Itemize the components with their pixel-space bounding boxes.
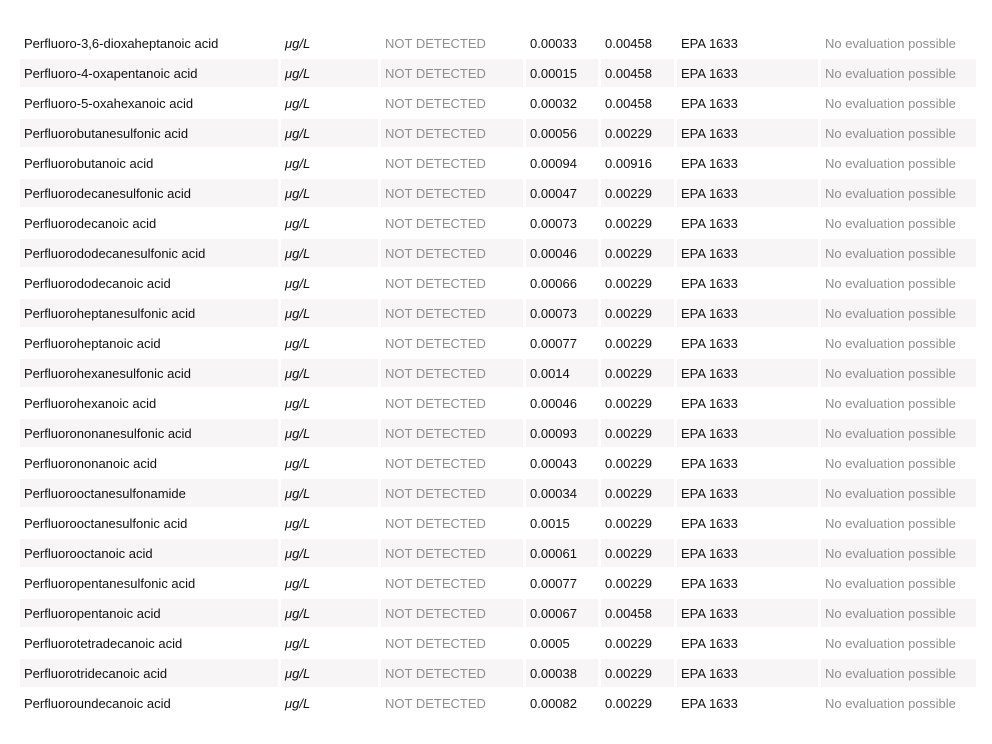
- detection-limit-cell: 0.00034: [526, 479, 598, 507]
- detection-limit-cell: 0.00066: [530, 275, 577, 291]
- detection-limit-cell: 0.00073: [530, 215, 577, 231]
- method-cell: EPA 1633: [681, 335, 738, 351]
- unit-cell: μg/L: [285, 455, 311, 471]
- detection-limit-cell: 0.00056: [526, 119, 598, 147]
- reporting-limit-cell: 0.00229: [605, 695, 652, 711]
- analyte-name: Perfluorotridecanoic acid: [20, 659, 278, 687]
- table-row: [20, 329, 976, 357]
- analyte-name: Perfluoroundecanoic acid: [24, 695, 171, 711]
- reporting-limit-cell: 0.00229: [601, 359, 674, 387]
- analyte-name: Perfluorobutanesulfonic acid: [20, 119, 278, 147]
- detection-limit-cell: 0.0014: [526, 359, 598, 387]
- table-row: [20, 659, 976, 687]
- result-cell: NOT DETECTED: [385, 635, 486, 651]
- analyte-name: Perfluoro-5-oxahexanoic acid: [24, 95, 194, 111]
- result-cell: NOT DETECTED: [385, 575, 486, 591]
- analyte-name: Perfluorohexanesulfonic acid: [20, 359, 278, 387]
- table-row: [20, 509, 976, 537]
- analyte-name: Perfluorononanesulfonic acid: [20, 419, 278, 447]
- analyte-name: Perfluorotetradecanoic acid: [24, 635, 183, 651]
- reporting-limit-cell: 0.00229: [601, 119, 674, 147]
- table-row: [20, 569, 976, 597]
- table-row: [20, 179, 976, 207]
- result-cell: NOT DETECTED: [381, 479, 523, 507]
- table-row: [20, 389, 976, 417]
- unit-cell: μg/L: [285, 635, 311, 651]
- unit-cell: μg/L: [281, 419, 378, 447]
- analyte-name: Perfluoropentanoic acid: [20, 599, 278, 627]
- detection-limit-cell: 0.00082: [530, 695, 577, 711]
- evaluation-cell: No evaluation possible: [821, 539, 976, 567]
- detection-limit-cell: 0.00073: [526, 299, 598, 327]
- evaluation-cell: No evaluation possible: [825, 575, 956, 591]
- result-cell: NOT DETECTED: [385, 515, 486, 531]
- evaluation-cell: No evaluation possible: [821, 119, 976, 147]
- unit-cell: μg/L: [281, 239, 378, 267]
- unit-cell: μg/L: [281, 659, 378, 687]
- table-row: [20, 449, 976, 477]
- method-cell: EPA 1633: [681, 695, 738, 711]
- analyte-name: Perfluorododecanesulfonic acid: [20, 239, 278, 267]
- reporting-limit-cell: 0.00458: [605, 95, 652, 111]
- unit-cell: μg/L: [281, 539, 378, 567]
- table-row: [20, 89, 976, 117]
- reporting-limit-cell: 0.00458: [601, 599, 674, 627]
- analyte-name: Perfluoro-4-oxapentanoic acid: [20, 59, 278, 87]
- evaluation-cell: No evaluation possible: [821, 359, 976, 387]
- reporting-limit-cell: 0.00229: [601, 239, 674, 267]
- evaluation-cell: No evaluation possible: [821, 479, 976, 507]
- unit-cell: μg/L: [285, 155, 311, 171]
- table-row: [20, 359, 976, 387]
- evaluation-cell: No evaluation possible: [825, 335, 956, 351]
- evaluation-cell: No evaluation possible: [821, 59, 976, 87]
- method-cell: EPA 1633: [681, 155, 738, 171]
- table-row: [20, 119, 976, 147]
- analyte-name: Perfluorobutanoic acid: [24, 155, 154, 171]
- detection-limit-cell: 0.00015: [526, 59, 598, 87]
- method-cell: EPA 1633: [681, 275, 738, 291]
- method-cell: EPA 1633: [681, 35, 738, 51]
- method-cell: EPA 1633: [677, 179, 818, 207]
- reporting-limit-cell: 0.00229: [601, 419, 674, 447]
- evaluation-cell: No evaluation possible: [825, 395, 956, 411]
- analyte-name: Perfluorohexanoic acid: [24, 395, 157, 411]
- result-cell: NOT DETECTED: [385, 395, 486, 411]
- results-table: [20, 29, 976, 719]
- unit-cell: μg/L: [281, 179, 378, 207]
- table-row: [20, 629, 976, 657]
- reporting-limit-cell: 0.00229: [605, 395, 652, 411]
- reporting-limit-cell: 0.00229: [605, 215, 652, 231]
- reporting-limit-cell: 0.00229: [605, 335, 652, 351]
- method-cell: EPA 1633: [681, 575, 738, 591]
- evaluation-cell: No evaluation possible: [825, 275, 956, 291]
- evaluation-cell: No evaluation possible: [821, 419, 976, 447]
- evaluation-cell: No evaluation possible: [825, 95, 956, 111]
- result-cell: NOT DETECTED: [381, 419, 523, 447]
- reporting-limit-cell: 0.00229: [605, 575, 652, 591]
- analyte-name: Perfluoroheptanesulfonic acid: [20, 299, 278, 327]
- evaluation-cell: No evaluation possible: [821, 299, 976, 327]
- detection-limit-cell: 0.0005: [530, 635, 570, 651]
- analyte-name: Perfluorododecanoic acid: [24, 275, 171, 291]
- detection-limit-cell: 0.00032: [530, 95, 577, 111]
- result-cell: NOT DETECTED: [381, 539, 523, 567]
- method-cell: EPA 1633: [677, 539, 818, 567]
- evaluation-cell: No evaluation possible: [825, 455, 956, 471]
- table-row: [20, 59, 976, 87]
- reporting-limit-cell: 0.00229: [601, 479, 674, 507]
- table-row: [20, 539, 976, 567]
- reporting-limit-cell: 0.00229: [605, 455, 652, 471]
- method-cell: EPA 1633: [681, 95, 738, 111]
- unit-cell: μg/L: [281, 479, 378, 507]
- result-cell: NOT DETECTED: [381, 359, 523, 387]
- result-cell: NOT DETECTED: [381, 59, 523, 87]
- detection-limit-cell: 0.00094: [530, 155, 577, 171]
- method-cell: EPA 1633: [677, 479, 818, 507]
- result-cell: NOT DETECTED: [385, 155, 486, 171]
- detection-limit-cell: 0.00077: [530, 335, 577, 351]
- analyte-name: Perfluorodecanesulfonic acid: [20, 179, 278, 207]
- unit-cell: μg/L: [285, 515, 311, 531]
- unit-cell: μg/L: [281, 299, 378, 327]
- table-row: [20, 479, 976, 507]
- reporting-limit-cell: 0.00229: [605, 635, 652, 651]
- method-cell: EPA 1633: [677, 119, 818, 147]
- analyte-name: Perfluorooctanoic acid: [20, 539, 278, 567]
- analyte-name: Perfluoropentanesulfonic acid: [24, 575, 196, 591]
- table-row: [20, 689, 976, 717]
- detection-limit-cell: 0.00038: [526, 659, 598, 687]
- method-cell: EPA 1633: [681, 515, 738, 531]
- unit-cell: μg/L: [281, 59, 378, 87]
- method-cell: EPA 1633: [677, 239, 818, 267]
- detection-limit-cell: 0.00046: [526, 239, 598, 267]
- evaluation-cell: No evaluation possible: [821, 239, 976, 267]
- method-cell: EPA 1633: [677, 59, 818, 87]
- table-row: [20, 239, 976, 267]
- detection-limit-cell: 0.00093: [526, 419, 598, 447]
- evaluation-cell: No evaluation possible: [821, 179, 976, 207]
- table-row: [20, 299, 976, 327]
- evaluation-cell: No evaluation possible: [825, 35, 956, 51]
- result-cell: NOT DETECTED: [381, 179, 523, 207]
- detection-limit-cell: 0.00043: [530, 455, 577, 471]
- method-cell: EPA 1633: [677, 599, 818, 627]
- reporting-limit-cell: 0.00229: [601, 179, 674, 207]
- analyte-name: Perfluorodecanoic acid: [24, 215, 157, 231]
- result-cell: NOT DETECTED: [385, 275, 486, 291]
- result-cell: NOT DETECTED: [385, 335, 486, 351]
- detection-limit-cell: 0.00033: [530, 35, 577, 51]
- unit-cell: μg/L: [281, 119, 378, 147]
- detection-limit-cell: 0.00047: [526, 179, 598, 207]
- method-cell: EPA 1633: [681, 395, 738, 411]
- table-row: [20, 419, 976, 447]
- reporting-limit-cell: 0.00229: [605, 275, 652, 291]
- unit-cell: μg/L: [285, 695, 311, 711]
- reporting-limit-cell: 0.00916: [605, 155, 652, 171]
- reporting-limit-cell: 0.00458: [605, 35, 652, 51]
- unit-cell: μg/L: [285, 575, 311, 591]
- unit-cell: μg/L: [285, 215, 311, 231]
- result-cell: NOT DETECTED: [381, 299, 523, 327]
- detection-limit-cell: 0.00077: [530, 575, 577, 591]
- detection-limit-cell: 0.00061: [526, 539, 598, 567]
- unit-cell: μg/L: [285, 275, 311, 291]
- analyte-name: Perfluoro-3,6-dioxaheptanoic acid: [24, 35, 219, 51]
- method-cell: EPA 1633: [677, 659, 818, 687]
- analyte-name: Perfluoroheptanoic acid: [24, 335, 161, 351]
- result-cell: NOT DETECTED: [385, 95, 486, 111]
- result-cell: NOT DETECTED: [381, 119, 523, 147]
- result-cell: NOT DETECTED: [385, 35, 486, 51]
- table-row: [20, 149, 976, 177]
- result-cell: NOT DETECTED: [381, 659, 523, 687]
- detection-limit-cell: 0.0015: [530, 515, 570, 531]
- evaluation-cell: No evaluation possible: [825, 215, 956, 231]
- reporting-limit-cell: 0.00229: [605, 515, 652, 531]
- table-row: [20, 29, 976, 57]
- evaluation-cell: No evaluation possible: [825, 695, 956, 711]
- method-cell: EPA 1633: [681, 215, 738, 231]
- unit-cell: μg/L: [285, 395, 311, 411]
- reporting-limit-cell: 0.00458: [601, 59, 674, 87]
- table-row: [20, 599, 976, 627]
- detection-limit-cell: 0.00067: [526, 599, 598, 627]
- evaluation-cell: No evaluation possible: [821, 599, 976, 627]
- analyte-name: Perfluorononanoic acid: [24, 455, 157, 471]
- evaluation-cell: No evaluation possible: [825, 635, 956, 651]
- result-cell: NOT DETECTED: [381, 599, 523, 627]
- table-row: [20, 269, 976, 297]
- reporting-limit-cell: 0.00229: [601, 299, 674, 327]
- analyte-name: Perfluorooctanesulfonamide: [20, 479, 278, 507]
- unit-cell: μg/L: [285, 335, 311, 351]
- reporting-limit-cell: 0.00229: [601, 539, 674, 567]
- result-cell: NOT DETECTED: [385, 695, 486, 711]
- result-cell: NOT DETECTED: [385, 215, 486, 231]
- method-cell: EPA 1633: [681, 635, 738, 651]
- unit-cell: μg/L: [285, 95, 311, 111]
- table-row: [20, 209, 976, 237]
- analyte-name: Perfluorooctanesulfonic acid: [24, 515, 188, 531]
- result-cell: NOT DETECTED: [381, 239, 523, 267]
- result-cell: NOT DETECTED: [385, 455, 486, 471]
- unit-cell: μg/L: [285, 35, 311, 51]
- evaluation-cell: No evaluation possible: [825, 515, 956, 531]
- unit-cell: μg/L: [281, 599, 378, 627]
- reporting-limit-cell: 0.00229: [601, 659, 674, 687]
- evaluation-cell: No evaluation possible: [821, 659, 976, 687]
- method-cell: EPA 1633: [677, 299, 818, 327]
- method-cell: EPA 1633: [677, 359, 818, 387]
- method-cell: EPA 1633: [677, 419, 818, 447]
- method-cell: EPA 1633: [681, 455, 738, 471]
- detection-limit-cell: 0.00046: [530, 395, 577, 411]
- evaluation-cell: No evaluation possible: [825, 155, 956, 171]
- unit-cell: μg/L: [281, 359, 378, 387]
